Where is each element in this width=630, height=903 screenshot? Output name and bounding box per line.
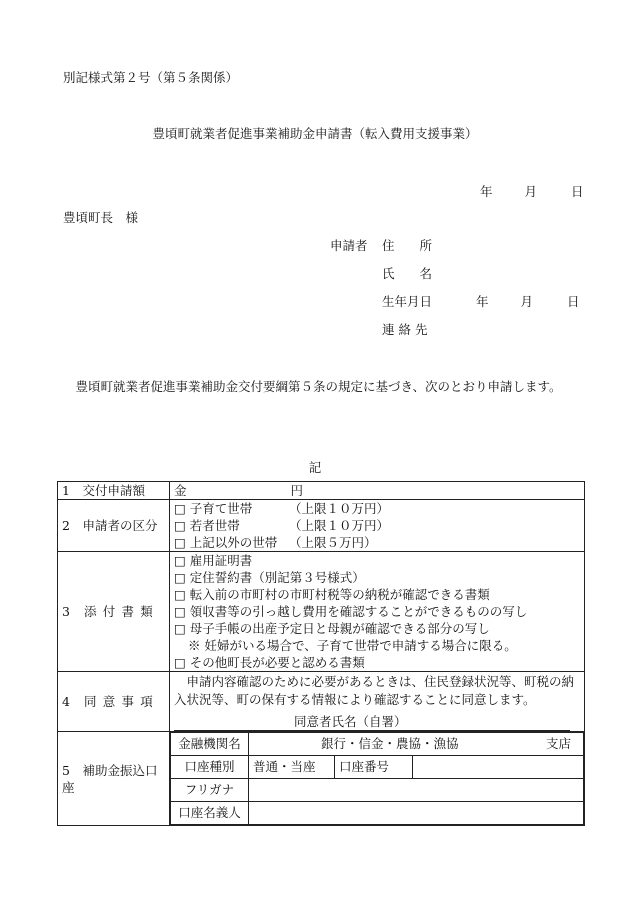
row-attachments — [58, 552, 585, 672]
kana-field[interactable] — [249, 779, 584, 802]
applicant-dob-row — [382, 292, 580, 310]
attachment-item[interactable]: □ 転入前の市町村の市町村税等の納税が確認できる書類 — [174, 587, 490, 602]
bank-row-kana — [171, 779, 584, 802]
attachments-list — [170, 552, 585, 672]
amount-label: 1 交付申請額 — [58, 482, 170, 500]
amount-unit: 円 — [290, 483, 304, 498]
ki-heading: 記 — [308, 460, 322, 475]
consent-text: 申請内容確認のために必要があるときは、住民登録状況等、町税の納入状況等、町の保有する情報により確認することに同意します。 — [174, 674, 575, 707]
holder-label: 口座名義人 — [171, 802, 249, 825]
consent-label-text: 同意事項 — [83, 694, 159, 709]
date-year: 年 — [480, 184, 493, 199]
number-label: 口座番号 — [335, 756, 413, 779]
category-options — [170, 500, 585, 552]
body-text: 豊頃町就業者促進事業補助金交付要綱第５条の規定に基づき、次のとおり申請します。 — [75, 379, 562, 394]
consent-label-num: 4 — [62, 694, 70, 709]
applicant-address-label: 住 所 — [382, 238, 433, 253]
bank-cell — [170, 732, 585, 826]
consent-signature[interactable]: 同意者氏名（自署） — [174, 713, 570, 731]
dob-month: 月 — [520, 294, 534, 309]
number-field[interactable] — [413, 756, 584, 779]
consent-label — [58, 672, 170, 732]
category-option-childcare[interactable] — [174, 500, 580, 517]
document-title: 豊頃町就業者促進事業補助金申請書（転入費用支援事業） — [152, 126, 478, 141]
applicant-label: 申請者 — [330, 238, 368, 253]
institution-value: 銀行・信金・農協・漁協 — [321, 736, 459, 751]
bank-label: 5 補助金振込口座 — [58, 732, 170, 826]
row-bank — [58, 732, 585, 826]
amount-prefix: 金 — [174, 483, 187, 498]
applicant-dob-label: 生年月日 — [382, 294, 433, 309]
amount-field[interactable] — [170, 482, 585, 500]
dob-year: 年 — [476, 294, 489, 309]
applicant-name-label: 氏 名 — [382, 266, 433, 281]
category-label: 2 申請者の区分 — [58, 500, 170, 552]
option-text: □ 若者世帯 — [174, 518, 240, 533]
dob-day: 日 — [567, 294, 580, 309]
bank-row-holder — [171, 802, 584, 825]
option-text: □ 子育て世帯 — [174, 501, 253, 516]
attachment-item[interactable]: □ 定住誓約書（別記第３号様式） — [174, 570, 365, 585]
institution-field[interactable] — [249, 733, 584, 756]
kana-label: フリガナ — [171, 779, 249, 802]
bank-row-type — [171, 756, 584, 779]
date-month: 月 — [524, 184, 538, 199]
holder-field[interactable] — [249, 802, 584, 825]
row-category — [58, 500, 585, 552]
attachment-note: ※ 妊婦がいる場合で、子育て世帯で申請する場合に限る。 — [188, 638, 517, 653]
option-text: □ 上記以外の世帯 — [174, 535, 278, 550]
option-limit: （上限５万円） — [289, 535, 377, 550]
institution-label: 金融機関名 — [171, 733, 249, 756]
date-line — [470, 182, 584, 200]
bank-row-institution — [171, 733, 584, 756]
row-consent — [58, 672, 585, 732]
type-field[interactable]: 普通・当座 — [249, 756, 335, 779]
attachments-label-num: 3 — [62, 604, 70, 619]
category-option-other[interactable] — [174, 534, 580, 551]
form-label: 別記様式第２号（第５条関係） — [63, 70, 239, 85]
option-limit: （上限１０万円） — [289, 501, 390, 516]
attachments-label — [58, 552, 170, 672]
applicant-contact-label: 連 絡 先 — [382, 322, 428, 337]
application-table — [57, 481, 585, 826]
row-amount — [58, 482, 585, 500]
attachment-item[interactable]: □ 母子手帳の出産予定日と母親が確認できる部分の写し — [174, 621, 490, 636]
attachment-item[interactable]: □ 雇用証明書 — [174, 553, 253, 568]
option-limit: （上限１０万円） — [289, 518, 390, 533]
attachment-item[interactable]: □ 領収書等の引っ越し費用を確認することができるものの写し — [174, 604, 528, 619]
attachment-item[interactable]: □ その他町長が必要と認める書類 — [174, 655, 365, 670]
addressee: 豊頃町長 様 — [63, 210, 139, 225]
date-day: 日 — [571, 184, 584, 199]
branch-label: 支店 — [545, 736, 571, 751]
type-label: 口座種別 — [171, 756, 249, 779]
attachments-label-text: 添付書類 — [83, 604, 159, 619]
consent-cell — [170, 672, 585, 732]
category-option-youth[interactable] — [174, 517, 580, 534]
bank-table — [170, 732, 584, 825]
